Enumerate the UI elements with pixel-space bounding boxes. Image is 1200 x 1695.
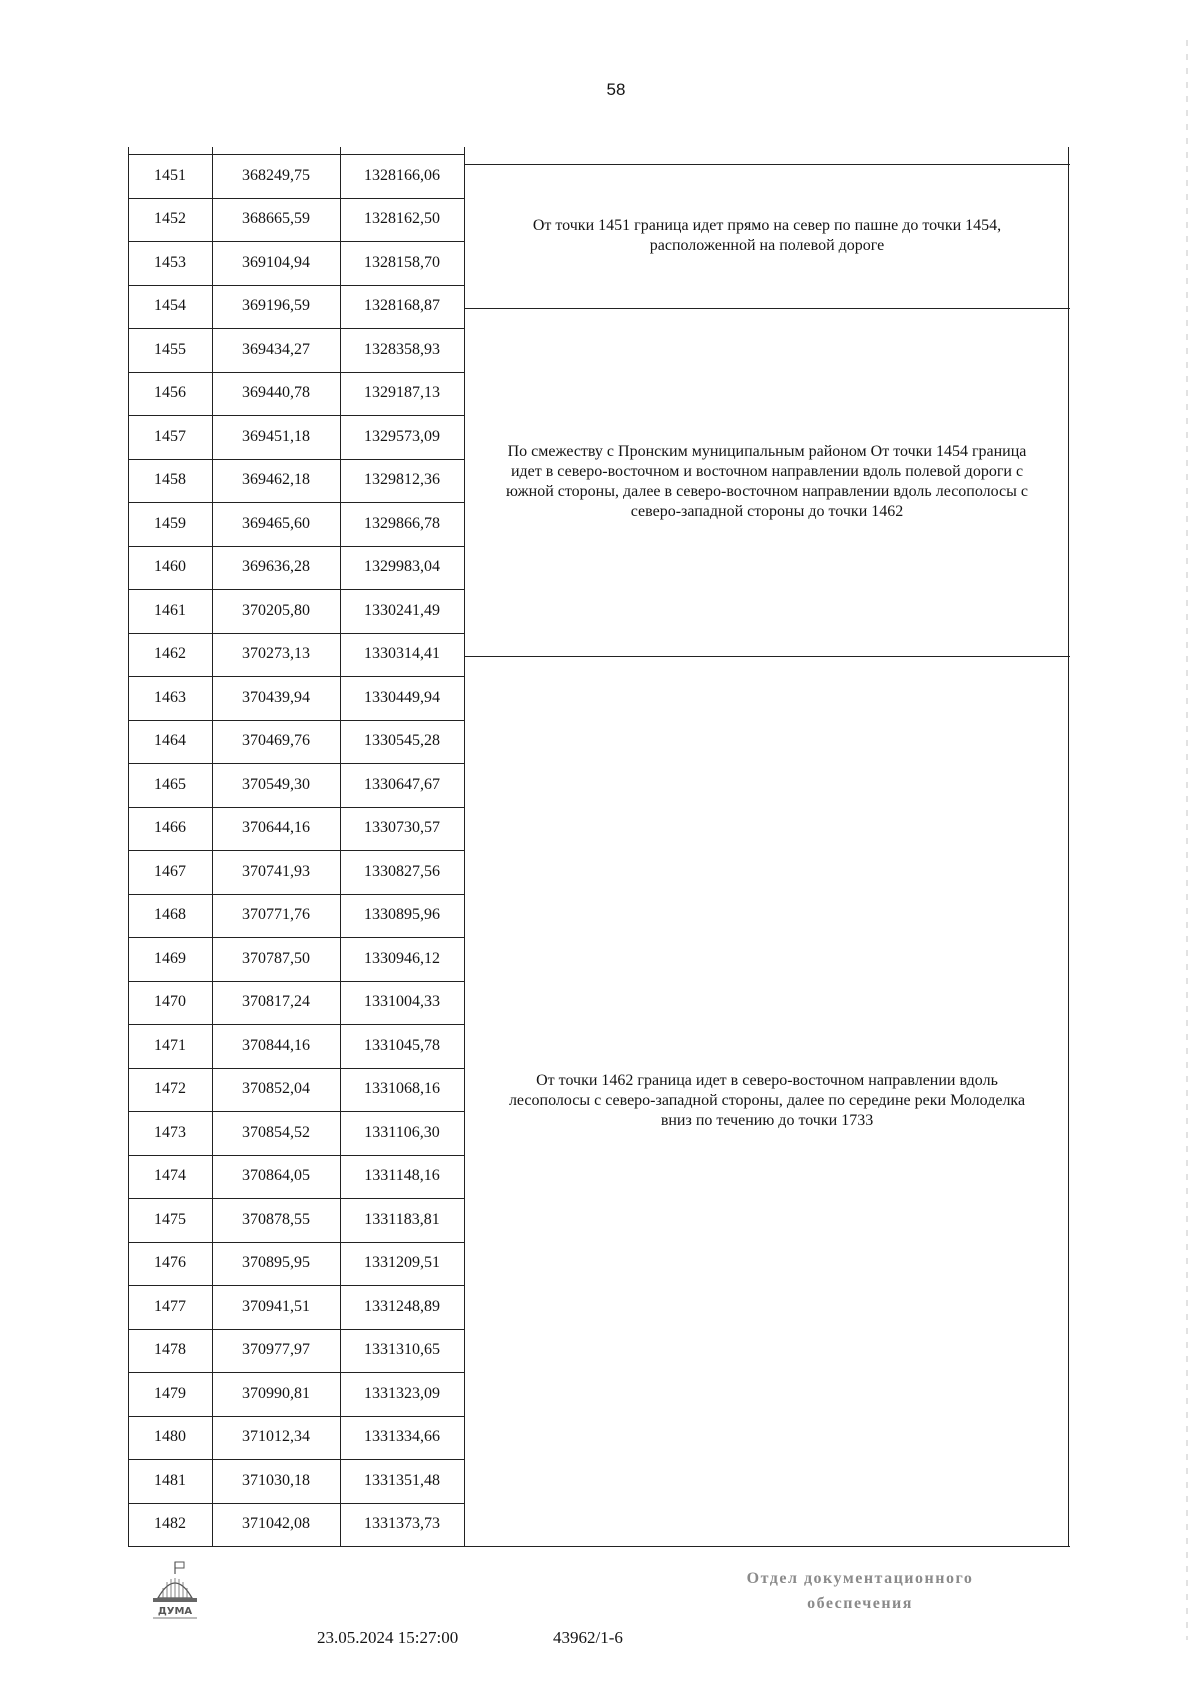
table-cell-x: 370852,04: [242, 1080, 310, 1098]
table-cell-point: 1464: [154, 732, 186, 750]
table-cell-point: 1475: [154, 1210, 186, 1228]
table-cell-y: 1331183,81: [364, 1210, 440, 1228]
table-cell-y: 1331209,51: [364, 1254, 440, 1272]
table-cell-x: 370864,05: [242, 1167, 310, 1185]
table-cell-point: 1471: [154, 1036, 186, 1054]
table-cell-y: 1328166,06: [364, 166, 440, 184]
table-cell-x: 368249,75: [242, 166, 310, 184]
table-cell-y: 1331323,09: [364, 1384, 440, 1402]
table-cell-y: 1328168,87: [364, 297, 440, 315]
table-cell-x: 369440,78: [242, 384, 310, 402]
table-cell-x: 370854,52: [242, 1123, 310, 1141]
table-cell-point: 1459: [154, 514, 186, 532]
page-number: 58: [606, 80, 626, 99]
table-cell-x: 370941,51: [242, 1297, 310, 1315]
table-cell-x: 369434,27: [242, 340, 310, 358]
table-cell-x: 370439,94: [242, 688, 310, 706]
table-cell-point: 1468: [154, 906, 186, 924]
table-cell-y: 1330647,67: [364, 775, 440, 793]
coordinates-table: [128, 147, 1070, 1548]
table-cell-x: 369196,59: [242, 297, 310, 315]
table-cell-y: 1330545,28: [364, 732, 440, 750]
table-cell-x: 368665,59: [242, 210, 310, 228]
table-cell-x: 370787,50: [242, 949, 310, 967]
boundary-description: [464, 308, 1070, 656]
table-cell-point: 1472: [154, 1080, 186, 1098]
table-cell-y: 1331148,16: [364, 1167, 440, 1185]
table-cell-point: 1480: [154, 1428, 186, 1446]
table-cell-x: 370817,24: [242, 993, 310, 1011]
table-row-border: [128, 1546, 464, 1547]
table-cell-x: 370771,76: [242, 906, 310, 924]
stamp-line-1: Отдел документационного: [746, 1570, 974, 1587]
table-cell-x: 371030,18: [242, 1471, 310, 1489]
logo-text: ДУМА: [157, 1606, 193, 1617]
footer-datetime: 23.05.2024 15:27:00: [317, 1628, 459, 1647]
table-cell-point: 1462: [154, 645, 186, 663]
table-cell-point: 1477: [154, 1297, 186, 1315]
table-cell-x: 371012,34: [242, 1428, 310, 1446]
table-cell-x: 371042,08: [242, 1515, 310, 1533]
table-cell-point: 1470: [154, 993, 186, 1011]
table-cell-x: 370977,97: [242, 1341, 310, 1359]
table-cell-x: 369636,28: [242, 558, 310, 576]
table-cell-y: 1331045,78: [364, 1036, 440, 1054]
table-cell-x: 370878,55: [242, 1210, 310, 1228]
department-stamp: [690, 1566, 1030, 1616]
table-cell-point: 1481: [154, 1471, 186, 1489]
table-cell-y: 1329187,13: [364, 384, 440, 402]
table-cell-y: 1330827,56: [364, 862, 440, 880]
table-cell-x: 370895,95: [242, 1254, 310, 1272]
boundary-description-text: От точки 1451 граница идет прямо на север по пашне до точки 1454, расположенной на полевой дороге: [532, 217, 1002, 255]
table-cell-point: 1453: [154, 253, 186, 271]
table-cell-y: 1331351,48: [364, 1471, 440, 1489]
boundary-description-text: От точки 1462 граница идет в северо-восточном направлении вдоль лесополосы с северо-западной стороны, далее по середине реки Молоделка вниз по течению до точки 1733: [508, 1072, 1026, 1130]
table-cell-y: 1330730,57: [364, 819, 440, 837]
table-cell-point: 1466: [154, 819, 186, 837]
table-cell-point: 1455: [154, 340, 186, 358]
table-cell-point: 1463: [154, 688, 186, 706]
boundary-description: [464, 656, 1070, 1546]
table-cell-x: 369462,18: [242, 471, 310, 489]
table-cell-y: 1329866,78: [364, 514, 440, 532]
table-cell-y: 1331373,73: [364, 1515, 440, 1533]
table-cell-x: 370644,16: [242, 819, 310, 837]
table-cell-y: 1330241,49: [364, 601, 440, 619]
table-cell-x: 369465,60: [242, 514, 310, 532]
table-cell-point: 1469: [154, 949, 186, 967]
table-cell-y: 1330895,96: [364, 906, 440, 924]
table-cell-point: 1452: [154, 210, 186, 228]
table-cell-y: 1328162,50: [364, 210, 440, 228]
table-cell-y: 1331310,65: [364, 1341, 440, 1359]
table-cell-x: 370273,13: [242, 645, 310, 663]
table-cell-x: 370205,80: [242, 601, 310, 619]
table-cell-x: 370990,81: [242, 1384, 310, 1402]
boundary-description-text: По смежеству с Пронским муниципальным районом От точки 1454 граница идет в северо-восточном и восточном направлении вдоль полевой дороги с южной стороны, далее в северо-восточном направлении вдоль лесополосы с северо-западной стороны до точки 1462: [506, 443, 1028, 521]
table-cell-x: 370741,93: [242, 862, 310, 880]
table-cell-y: 1329812,36: [364, 471, 440, 489]
description-border: [464, 1546, 1070, 1547]
table-cell-point: 1456: [154, 384, 186, 402]
footer-doc-number: 43962/1-6: [553, 1628, 623, 1647]
table-cell-y: 1330449,94: [364, 688, 440, 706]
boundary-description: [464, 164, 1070, 308]
table-cell-point: 1458: [154, 471, 186, 489]
table-cell-y: 1328158,70: [364, 253, 440, 271]
table-cell-y: 1329983,04: [364, 558, 440, 576]
table-cell-x: 370549,30: [242, 775, 310, 793]
table-cell-x: 369451,18: [242, 427, 310, 445]
table-cell-y: 1329573,09: [364, 427, 440, 445]
table-cell-point: 1479: [154, 1384, 186, 1402]
scan-edge-artifact: [1186, 40, 1188, 1640]
table-cell-point: 1454: [154, 297, 186, 315]
table-cell-x: 370844,16: [242, 1036, 310, 1054]
table-cell-y: 1331106,30: [364, 1123, 440, 1141]
table-cell-y: 1331004,33: [364, 993, 440, 1011]
table-cell-point: 1467: [154, 862, 186, 880]
table-cell-y: 1331248,89: [364, 1297, 440, 1315]
table-cell-point: 1451: [154, 166, 186, 184]
table-cell-point: 1478: [154, 1341, 186, 1359]
table-cell-point: 1482: [154, 1515, 186, 1533]
table-cell-y: 1328358,93: [364, 340, 440, 358]
table-cell-x: 370469,76: [242, 732, 310, 750]
table-cell-point: 1461: [154, 601, 186, 619]
table-cell-y: 1330314,41: [364, 645, 440, 663]
table-cell-point: 1465: [154, 775, 186, 793]
table-cell-point: 1476: [154, 1254, 186, 1272]
table-cell-y: 1330946,12: [364, 949, 440, 967]
stamp-line-2: обеспечения: [807, 1595, 913, 1612]
table-cell-x: 369104,94: [242, 253, 310, 271]
table-cell-point: 1457: [154, 427, 186, 445]
duma-logo-icon: [150, 1560, 200, 1624]
table-cell-y: 1331334,66: [364, 1428, 440, 1446]
table-cell-y: 1331068,16: [364, 1080, 440, 1098]
table-cell-point: 1473: [154, 1123, 186, 1141]
table-cell-point: 1460: [154, 558, 186, 576]
table-cell-point: 1474: [154, 1167, 186, 1185]
